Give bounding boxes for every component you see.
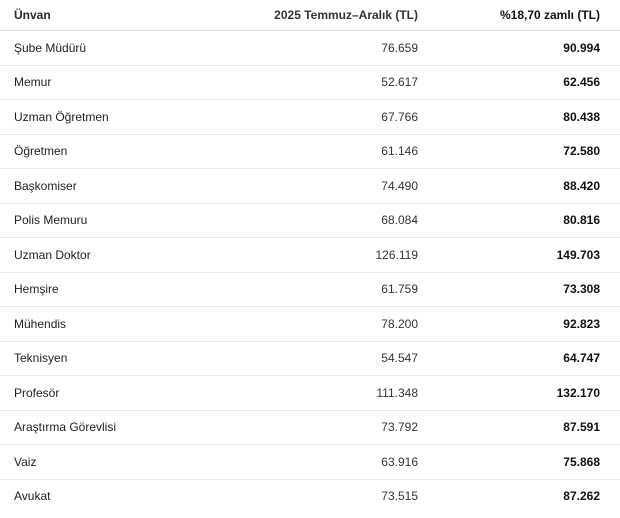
cell-current: 73.515	[381, 489, 418, 504]
header-title: Ünvan	[0, 0, 250, 31]
cell-title: Başkomiser	[0, 169, 250, 204]
cell-title: Mühendis	[0, 307, 250, 342]
cell-raised: 80.816	[430, 203, 620, 238]
cell-current: 68.084	[250, 203, 430, 238]
cell-title: Polis Memuru	[0, 203, 250, 238]
cell-raised: 75.868	[430, 445, 620, 480]
cell-title: Vaiz	[0, 445, 250, 480]
table-row	[0, 272, 620, 307]
table-row	[0, 238, 620, 273]
cell-raised: 92.823	[430, 307, 620, 342]
cell-current: 74.490	[250, 169, 430, 204]
cell-title: Araştırma Görevlisi	[0, 410, 250, 445]
table-body	[0, 31, 620, 514]
table-row	[0, 479, 620, 513]
cell-raised: 88.420	[430, 169, 620, 204]
cell-title: Profesör	[0, 376, 250, 411]
table-header	[0, 0, 620, 31]
table-row	[0, 65, 620, 100]
cell-current: 67.766	[250, 100, 430, 135]
cell-title: Teknisyen	[0, 341, 250, 376]
cell-raised: 72.580	[430, 134, 620, 169]
cell-raised: 90.994	[430, 31, 620, 66]
header-raised-salary: %18,70 zamlı (TL)	[430, 0, 620, 31]
table-row	[0, 307, 620, 342]
cell-current: 126.119	[250, 238, 430, 273]
cell-raised: 64.747	[430, 341, 620, 376]
cell-title: Şube Müdürü	[0, 31, 250, 66]
cell-title: Uzman Öğretmen	[0, 100, 250, 135]
table-row	[0, 100, 620, 135]
cell-current: 78.200	[250, 307, 430, 342]
cell-raised: 87.262	[563, 489, 600, 504]
cell-raised: 73.308	[430, 272, 620, 307]
cell-current: 73.792	[250, 410, 430, 445]
cell-current: 111.348	[250, 376, 430, 411]
table-row	[0, 410, 620, 445]
table-row	[0, 169, 620, 204]
cell-raised: 87.591	[430, 410, 620, 445]
cell-raised: 132.170	[430, 376, 620, 411]
cell-title: Uzman Doktor	[0, 238, 250, 273]
cell-title: Avukat	[14, 489, 51, 504]
cell-current: 61.759	[250, 272, 430, 307]
cell-title: Memur	[0, 65, 250, 100]
cell-current: 63.916	[250, 445, 430, 480]
cell-title: Öğretmen	[0, 134, 250, 169]
cell-raised: 80.438	[430, 100, 620, 135]
cell-current: 76.659	[250, 31, 430, 66]
table-row	[0, 31, 620, 66]
table-row	[0, 341, 620, 376]
table-row	[0, 134, 620, 169]
cell-current: 52.617	[250, 65, 430, 100]
header-current-salary: 2025 Temmuz–Aralık (TL)	[250, 0, 430, 31]
header-row	[0, 0, 620, 31]
table-row	[0, 445, 620, 480]
table-row	[0, 376, 620, 411]
cell-raised: 62.456	[430, 65, 620, 100]
cell-current: 54.547	[250, 341, 430, 376]
table-row	[0, 203, 620, 238]
cell-title: Hemşire	[0, 272, 250, 307]
cell-current: 61.146	[250, 134, 430, 169]
cell-raised: 149.703	[430, 238, 620, 273]
